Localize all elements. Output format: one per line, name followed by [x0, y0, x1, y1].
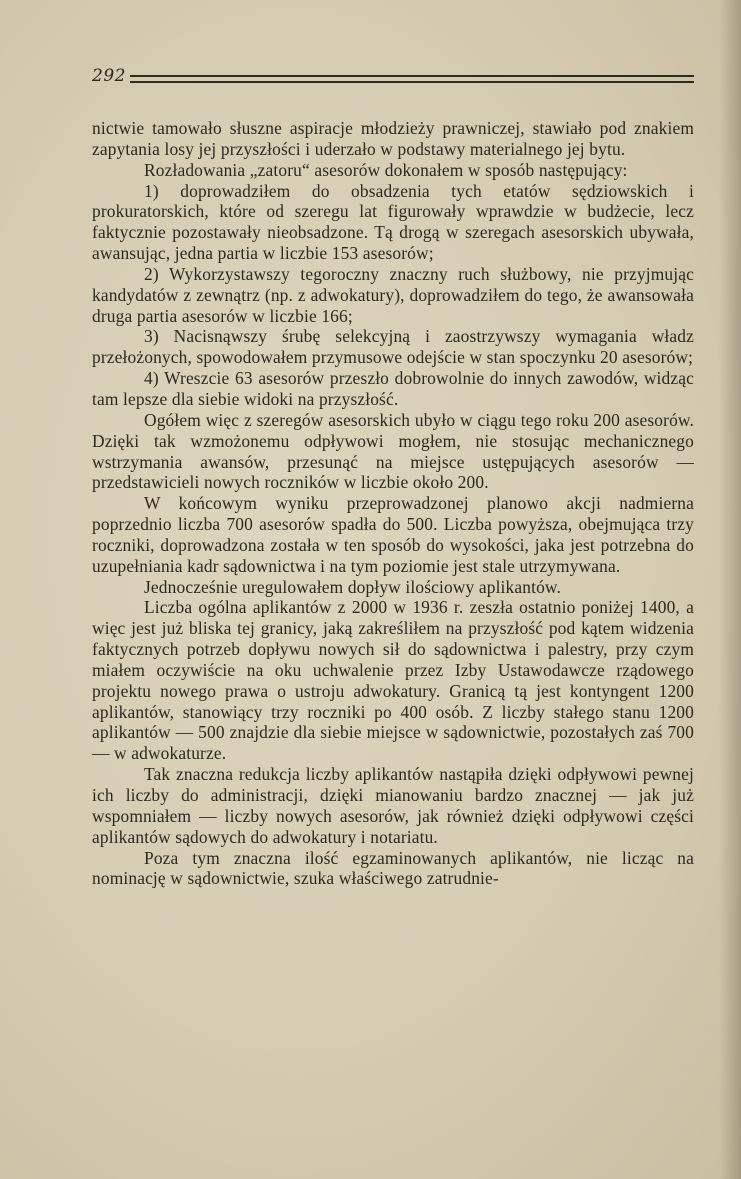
- paragraph: Rozładowania „zatoru“ asesorów dokonałem w sposób następujący:: [144, 159, 628, 180]
- header-rule-bottom: [130, 81, 694, 83]
- list-item-1: 1) doprowadziłem do obsadzenia tych etatów sędziowskich i prokuratorskich, które od szeregu lat figurowały wprawdzie w budżecie, lecz faktycznie pozostawały nieobsadzone. Tą drogą w szeregach asesorskich ubywała, awansując, jedna partia w liczbie 153 asesorów;: [92, 180, 694, 264]
- page-edge-shadow: [719, 0, 741, 1179]
- paragraph: Jednocześnie uregulowałem dopływ ilościowy aplikantów.: [144, 576, 561, 597]
- paragraph: Ogółem więc z szeregów asesorskich ubyło w ciągu tego roku 200 asesorów. Dzięki tak wzmożonemu odpływowi mogłem, nie stosując mechanicznego wstrzymania awansów, przesunąć na miejsce ustępujących asesorów — przedstawicieli nowych roczników w liczbie około 200.: [92, 409, 694, 493]
- paragraph: Liczba ogólna aplikantów z 2000 w 1936 r. zeszła ostatnio poniżej 1400, a więc jest już bliska tej granicy, jaką zakreśliłem na przyszłość pod kątem widzenia faktycznych potrzeb dopływu nowych sił do sądownictwa i palestry, przy czym miałem oczywiście na oku uchwalenie przez Izby Ustawodawcze rządowego projektu nowego prawa o ustroju adwokatury. Granicą tą jest kontyngent 1200 aplikantów, stanowiący trzy roczniki po 400 osób. Z liczby stałego stanu 1200 aplikantów — 500 znajdzie dla siebie miejsce w sądownictwie, pozostałych zaś 700 — w adwokaturze.: [92, 597, 694, 764]
- page-header: [92, 64, 694, 94]
- header-rule-top: [130, 75, 694, 77]
- paragraph-continuation: nictwie tamowało słuszne aspiracje młodzieży prawniczej, stawiało pod znakiem zapytania losy jej przyszłości i uderzało w podstawy materialnego jej bytu.: [92, 118, 694, 159]
- list-item-4: 4) Wreszcie 63 asesorów przeszło dobrowolnie do innych zawodów, widząc tam lepsze dla siebie widoki na przyszłość.: [92, 368, 694, 409]
- paragraph: Poza tym znaczna ilość egzaminowanych aplikantów, nie licząc na nominację w sądownictwie, szuka właściwego zatrudnie-: [92, 847, 694, 889]
- list-item-3: 3) Nacisnąwszy śrubę selekcyjną i zaostrzywszy wymagania władz przełożonych, spowodowałem przymusowe odejście w stan spoczynku 20 asesorów;: [92, 326, 694, 368]
- list-item-2: 2) Wykorzystawszy tegoroczny znaczny ruch służbowy, nie przyjmując kandydatów z zewnątrz (np. z adwokatury), doprowadziłem do tego, że awansowała druga partia asesorów w liczbie 166;: [92, 263, 694, 326]
- paragraph: W końcowym wyniku przeprowadzonej planowo akcji nadmierna poprzednio liczba 700 asesorów spadła do 500. Liczba powyższa, obejmująca trzy roczniki, doprowadzona została w ten sposób do wysokości, jaka jest potrzebna do uzupełniania kadr sądownictwa i na tym poziomie jest stale utrzymywana.: [92, 493, 694, 576]
- paragraph: Tak znaczna redukcja liczby aplikantów nastąpiła dzięki odpływowi pewnej ich liczby do administracji, dzięki mianowaniu bardzo znacznej — jak już wspomniałem — liczby nowych asesorów, jak również dzięki odpływowi części aplikantów sądowych do adwokatury i notariatu.: [92, 764, 694, 847]
- body-text: [92, 118, 694, 889]
- page-number: 292: [92, 66, 126, 86]
